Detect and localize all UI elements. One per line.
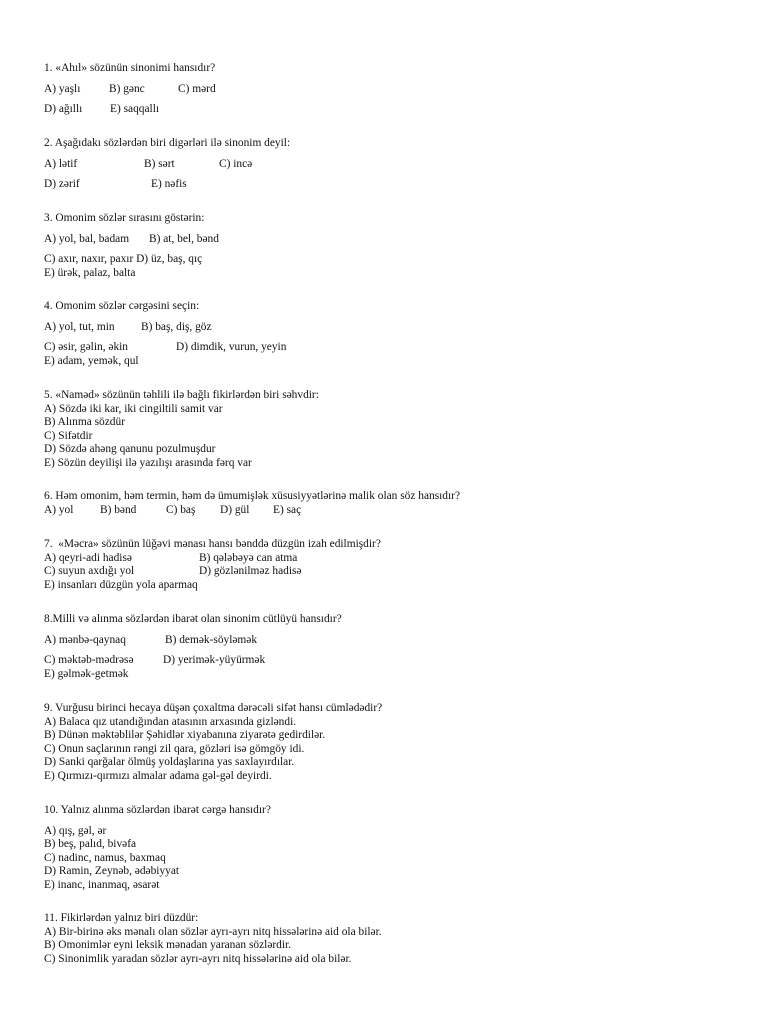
- option-d: D) zərif: [44, 178, 80, 191]
- option-c: C) baş: [166, 503, 196, 516]
- options-line: [44, 253, 744, 267]
- option-a: A) yol, tut, min: [44, 320, 115, 333]
- option-a: A) qeyri-adi hadisə: [44, 551, 132, 564]
- question-10: [44, 804, 744, 893]
- option-e: E) saqqallı: [110, 103, 160, 116]
- options-line: [44, 178, 744, 192]
- option-a: A) yol, bal, badam: [44, 232, 130, 245]
- option-d: D) gözlənilməz hadisə: [199, 565, 302, 578]
- question-stem: 6. Həm omonim, həm termin, həm də ümumişlək xüsusiyyətlərinə malik olan söz hansıdır?: [44, 490, 460, 502]
- option-c: C) mərd: [178, 82, 216, 95]
- question-stem: 9. Vurğusu birinci hecaya düşən çoxaltma dərəcəli sifət hansı cümlədədir?: [44, 702, 383, 714]
- question-stem: 11. Fikirlərdən yalnız biri düzdür:: [44, 912, 199, 924]
- option-b: B) bənd: [100, 503, 137, 516]
- option-b: B) gənc: [109, 82, 145, 95]
- question-9: [44, 702, 744, 784]
- question-4: [44, 300, 744, 368]
- question-1: [44, 62, 744, 117]
- question-5: [44, 389, 744, 471]
- options-line: [44, 103, 744, 117]
- options-line: [44, 267, 744, 281]
- option-b: B) Alınma sözdür: [44, 416, 125, 429]
- option-b: B) demək-söyləmək: [165, 633, 258, 646]
- option-b: B) baş, diş, göz: [141, 320, 212, 333]
- option-c: C) Sinonimlik yaradan sözlər ayrı-ayrı nitq hissələrinə aid ola bilər.: [44, 952, 352, 965]
- option-c-d: C) axır, naxır, paxır D) üz, baş, qıç: [44, 253, 203, 266]
- question-3: [44, 212, 744, 280]
- option-b: B) Dünən məktəblilər Şəhidlər xiyabanına ziyarətə gedirdilər.: [44, 729, 326, 742]
- question-7: [44, 538, 744, 592]
- option-d: D) ağıllı: [44, 103, 83, 116]
- option-e: E) Qırmızı-qırmızı almalar adama gəl-gəl deyirdi.: [44, 769, 272, 782]
- option-a: A) qış, gəl, ər: [44, 824, 107, 837]
- options-line: [44, 654, 744, 668]
- question-8: [44, 613, 744, 681]
- question-6: [44, 490, 744, 517]
- option-d: D) yerimək-yüyürmək: [163, 654, 266, 667]
- option-d: D) dimdik, vurun, yeyin: [176, 341, 287, 354]
- option-e: E) inanc, inanmaq, əsarət: [44, 878, 160, 891]
- option-a: A) mənbə-qaynaq: [44, 633, 126, 646]
- option-b: B) qələbəyə can atma: [199, 551, 298, 564]
- question-stem: 4. Omonim sözlər cərgəsini seçin:: [44, 300, 200, 312]
- options-line: [44, 355, 744, 369]
- question-stem: 10. Yalnız alınma sözlərdən ibarət cərgə hansıdır?: [44, 804, 271, 816]
- option-b: B) beş, palıd, bivəfa: [44, 838, 137, 851]
- options-line: [44, 341, 744, 355]
- option-d: D) Sözdə ahəng qanunu pozulmuşdur: [44, 443, 216, 456]
- option-a: A) Bir-birinə əks mənalı olan sözlər ayrı-ayrı nitq hissələrinə aid ola bilər.: [44, 925, 382, 938]
- options-line: [44, 565, 744, 579]
- option-a: A) lətif: [44, 157, 78, 170]
- question-stem: 8.Milli və alınma sözlərdən ibarət olan sinonim cütlüyü hansıdır?: [44, 613, 342, 625]
- question-2: [44, 137, 744, 192]
- option-e: E) insanları düzgün yola aparmaq: [44, 578, 198, 591]
- option-c: C) suyun axdığı yol: [44, 565, 135, 578]
- option-b: B) sərt: [144, 157, 175, 170]
- option-c: C) incə: [219, 157, 253, 170]
- options-line: [44, 634, 744, 648]
- option-e: E) adam, yemək, qul: [44, 354, 139, 367]
- option-c: C) Sifətdir: [44, 429, 93, 442]
- option-e: E) nəfis: [151, 178, 187, 191]
- question-stem: 5. «Naməd» sözünün təhlili ilə bağlı fikirlərdən biri səhvdir:: [44, 389, 319, 401]
- option-e: E) gəlmək-getmək: [44, 667, 129, 680]
- option-e: E) ürək, palaz, balta: [44, 266, 136, 279]
- option-c: C) məktəb-mədrəsə: [44, 654, 134, 667]
- question-stem: 3. Omonim sözlər sırasını göstərin:: [44, 212, 205, 224]
- options-line: [44, 83, 744, 97]
- question-stem: 7. «Məcra» sözünün lüğəvi mənası hansı bənddə düzgün izah edilmişdir?: [44, 538, 381, 550]
- option-c: C) Onun saçlarının rəngi zil qara, gözləri isə gömgöy idi.: [44, 742, 305, 755]
- question-stem: 2. Aşağıdakı sözlərdən biri digərləri ilə sinonim deyil:: [44, 137, 291, 149]
- question-11: [44, 912, 744, 966]
- option-a: A) yol: [44, 503, 74, 516]
- option-e: E) saç: [273, 503, 302, 516]
- option-b: B) Omonimlər eyni leksik mənadan yaranan sözlərdir.: [44, 939, 292, 952]
- question-stem: 1. «Ahıl» sözünün sinonimi hansıdır?: [44, 62, 216, 74]
- option-d: D) gül: [220, 503, 250, 516]
- options-line: [44, 552, 744, 566]
- option-a: A) Balaca qız utandığından atasının arxasında gizləndi.: [44, 715, 297, 728]
- option-d: D) Sanki qarğalar ölmüş yoldaşlarına yas saxlayırdılar.: [44, 756, 295, 769]
- option-b: B) at, bel, bənd: [149, 232, 219, 245]
- options-line: [44, 504, 744, 518]
- option-a: A) yaşlı: [44, 82, 81, 95]
- option-c: C) nadinc, namus, baxmaq: [44, 851, 166, 864]
- options-line: [44, 158, 744, 172]
- option-e: E) Sözün deyilişi ilə yazılışı arasında fərq var: [44, 456, 252, 469]
- option-c: C) əsir, gəlin, əkin: [44, 341, 129, 354]
- options-line: [44, 321, 744, 335]
- option-a: A) Sözdə iki kar, iki cingiltili samit var: [44, 402, 223, 415]
- options-line: [44, 233, 744, 247]
- option-d: D) Ramin, Zeynəb, ədəbiyyat: [44, 865, 180, 878]
